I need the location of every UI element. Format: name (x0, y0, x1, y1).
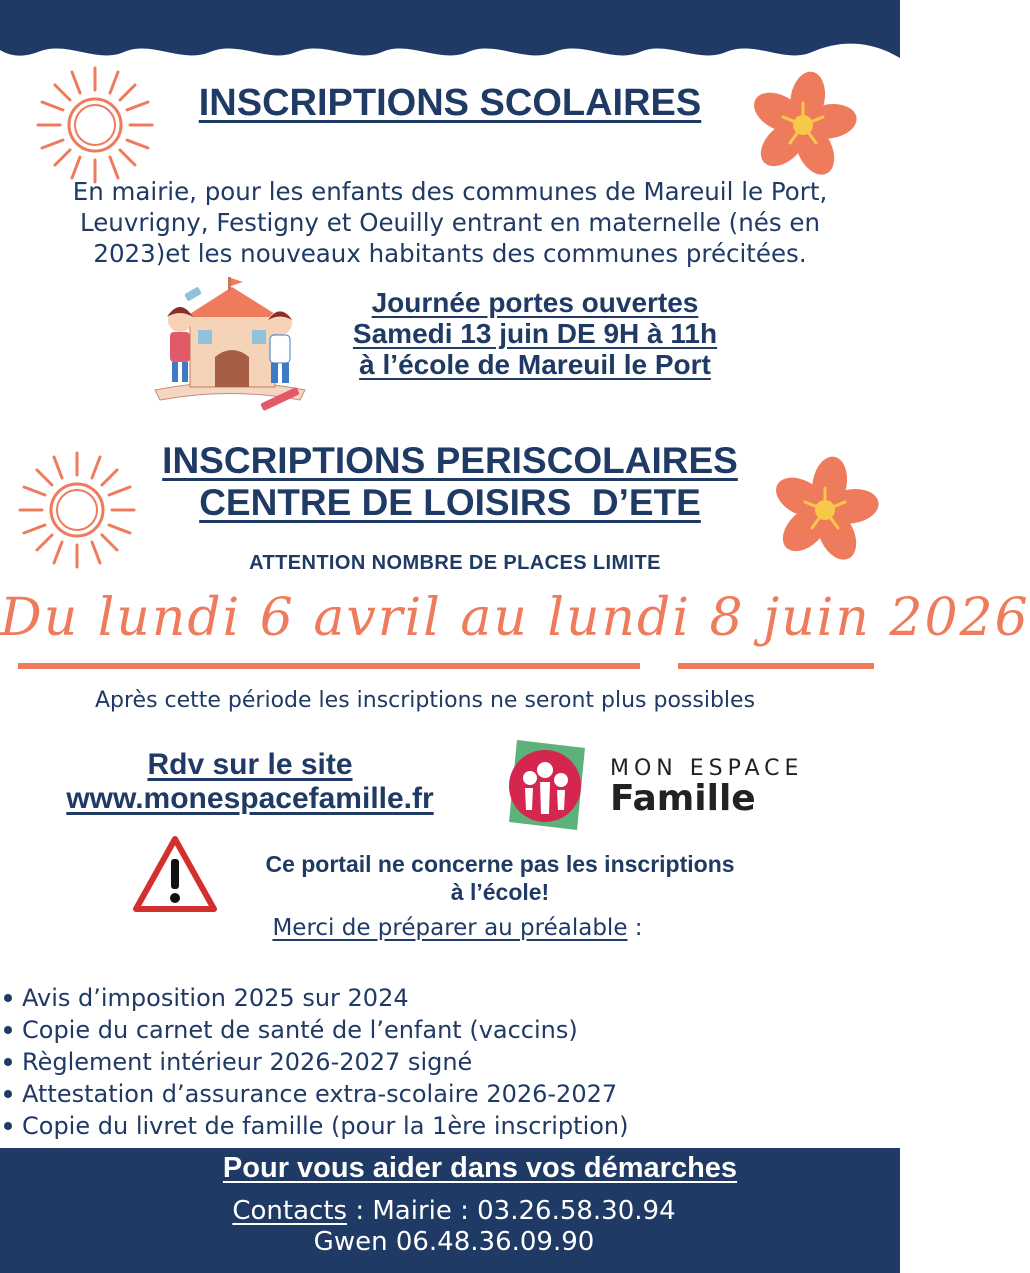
mon-espace-famille-logo (505, 740, 585, 830)
contacts-block (0, 1196, 908, 1258)
website-url[interactable]: www.monespacefamille.fr (66, 782, 434, 815)
school-illustration (150, 275, 310, 415)
title-line: CENTRE DE LOISIRS D’ETE (199, 482, 701, 523)
title-inscriptions-periscolaires (0, 440, 900, 524)
portal-note (230, 850, 770, 906)
registration-dates: Du lundi 6 avril au lundi 8 juin 2026 (0, 588, 1030, 648)
gwen-phone[interactable]: Gwen 06.48.36.09.90 (313, 1227, 595, 1257)
warning-icon (132, 835, 218, 913)
prepare-suffix: : (627, 915, 643, 941)
portal-note-line: à l’école! (450, 879, 550, 905)
open-house-line: Journée portes ouvertes (371, 287, 699, 318)
logo-text-top: MON ESPACE (610, 756, 804, 781)
attention-notice: ATTENTION NOMBRE DE PLACES LIMITE (249, 552, 661, 574)
mairie-phone[interactable]: : Mairie : 03.26.58.30.94 (347, 1196, 676, 1226)
documents-list (0, 982, 629, 1142)
rdv-line: Rdv sur le site (147, 748, 353, 781)
intro-line: Leuvrigny, Festigny et Oeuilly entrant en maternelle (nés en (80, 208, 820, 237)
dates-underline (18, 661, 874, 670)
list-item: Règlement intérieur 2026-2027 signé (0, 1046, 629, 1078)
help-heading: Pour vous aider dans vos démarches (222, 1152, 738, 1184)
flower-icon (770, 455, 880, 565)
open-house-line: à l’école de Mareuil le Port (359, 349, 711, 380)
list-item: Copie du carnet de santé de l’enfant (vaccins) (0, 1014, 629, 1046)
intro-line: 2023)et les nouveaux habitants des communes précitées. (93, 239, 807, 268)
title-line: INSCRIPTIONS PERISCOLAIRES (162, 440, 738, 481)
prepare-label: Merci de préparer au préalable (272, 915, 628, 941)
contacts-line (0, 1196, 908, 1227)
contacts-label: Contacts (232, 1196, 348, 1226)
title-inscriptions-scolaires: INSCRIPTIONS SCOLAIRES (198, 82, 702, 124)
list-item: Attestation d’assurance extra-scolaire 2026-2027 (0, 1078, 629, 1110)
after-period-note: Après cette période les inscriptions ne seront plus possibles (94, 688, 756, 713)
flower-icon (748, 70, 858, 180)
open-house-announcement (320, 287, 750, 380)
sun-icon (30, 60, 160, 190)
list-item: Copie du livret de famille (pour la 1ère inscription) (0, 1110, 629, 1142)
website-link[interactable] (30, 748, 470, 816)
list-item: Avis d’imposition 2025 sur 2024 (0, 982, 629, 1014)
logo-text-bottom: Famille (610, 778, 756, 819)
open-house-line: Samedi 13 juin DE 9H à 11h (352, 318, 718, 349)
portal-note-line: Ce portail ne concerne pas les inscriptions (265, 851, 735, 877)
intro-paragraph (20, 176, 880, 269)
prepare-heading (0, 915, 915, 941)
intro-line: En mairie, pour les enfants des communes de Mareuil le Port, (72, 177, 828, 206)
